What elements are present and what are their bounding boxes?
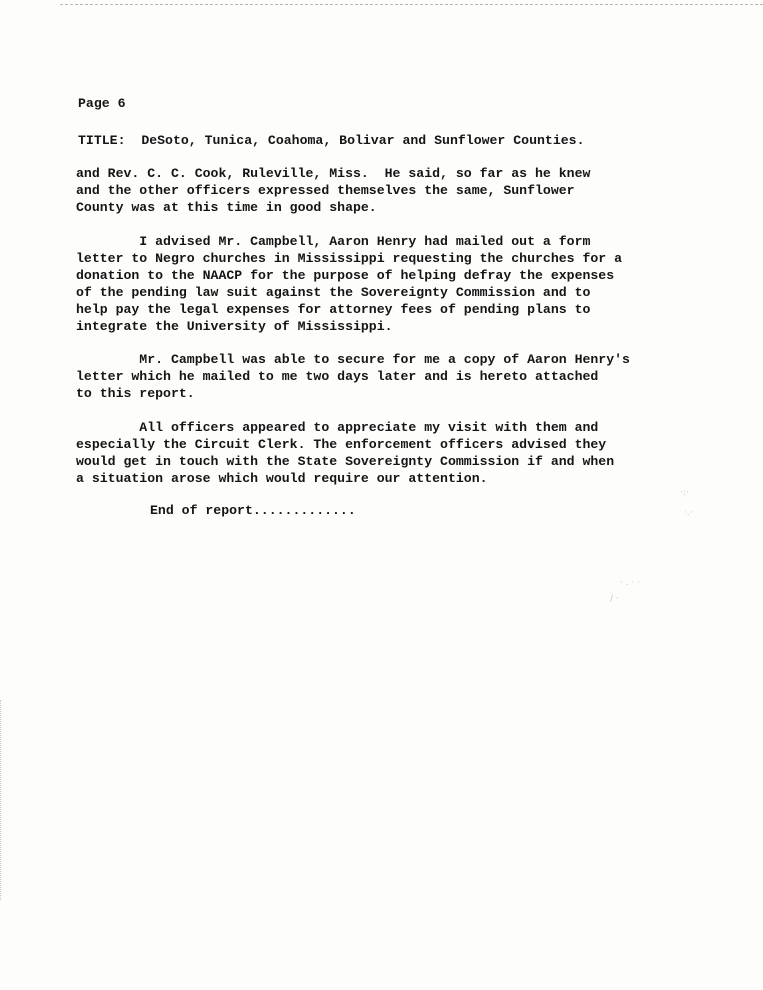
paragraph-line: donation to the NAACP for the purpose of helping defray the expenses	[76, 268, 615, 283]
paragraph-line: Mr. Campbell was able to secure for me a copy of Aaron Henry's	[76, 352, 630, 367]
scan-edge-noise	[0, 700, 4, 900]
paragraph-2	[76, 233, 622, 335]
scan-speck: · . · ·	[620, 578, 641, 588]
paragraph-line: letter to Negro churches in Mississippi requesting the churches for a	[76, 251, 623, 266]
paragraph-3	[76, 351, 630, 402]
paragraph-line: of the pending law suit against the Sovereignty Commission and to	[76, 285, 591, 300]
page-top-edge	[60, 4, 763, 5]
paragraph-line: especially the Circuit Clerk. The enforcement officers advised they	[76, 437, 607, 452]
paragraph-line: I advised Mr. Campbell, Aaron Henry had mailed out a form	[76, 234, 591, 249]
scan-speck: ·.·	[684, 508, 693, 518]
paragraph-line: a situation arose which would require our attention.	[76, 471, 488, 486]
paragraph-line: All officers appeared to appreciate my visit with them and	[76, 420, 599, 435]
paragraph-line: help pay the legal expenses for attorney fees of pending plans to	[76, 302, 591, 317]
paragraph-4	[76, 419, 614, 487]
paragraph-line: letter which he mailed to me two days later and is hereto attached	[76, 369, 599, 384]
paragraph-line: County was at this time in good shape.	[76, 200, 377, 215]
end-of-report: End of report.............	[150, 503, 356, 518]
paragraph-line: and the other officers expressed themselves the same, Sunflower	[76, 183, 575, 198]
paragraph-1	[76, 165, 590, 216]
paragraph-line: and Rev. C. C. Cook, Ruleville, Miss. He said, so far as he knew	[76, 166, 591, 181]
paragraph-line: integrate the University of Mississippi.	[76, 319, 393, 334]
scan-speck: ·:·	[680, 488, 689, 498]
scan-speck: / ·	[610, 594, 619, 604]
paragraph-line: to this report.	[76, 386, 195, 401]
paragraph-line: would get in touch with the State Sovereignty Commission if and when	[76, 454, 615, 469]
title-text: DeSoto, Tunica, Coahoma, Bolivar and Sunflower Counties.	[141, 133, 585, 148]
title-line	[78, 132, 585, 149]
page-number: Page 6	[78, 96, 126, 111]
title-label: TITLE:	[78, 133, 126, 148]
